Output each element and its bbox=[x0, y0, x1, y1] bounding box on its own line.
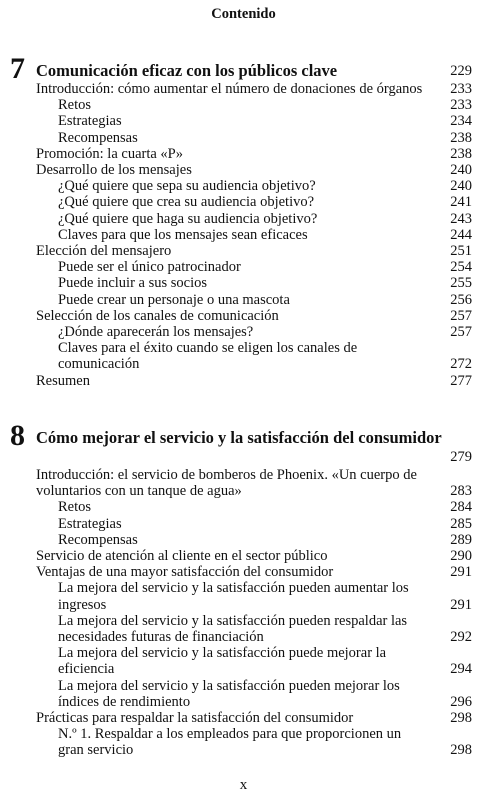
toc-entry bbox=[36, 194, 472, 210]
toc-entry-text: Claves para el éxito cuando se eligen los canales de comunicación bbox=[58, 340, 358, 373]
toc-entry bbox=[36, 710, 472, 726]
toc-entry-text: Introducción: cómo aumentar el número de donaciones de órganos bbox=[36, 81, 423, 97]
toc-entry-page: 254 bbox=[450, 259, 472, 276]
toc-entry bbox=[36, 113, 472, 129]
toc-entry bbox=[36, 308, 472, 324]
toc-entry bbox=[36, 645, 472, 677]
chapter-number: 8 bbox=[10, 419, 25, 452]
toc-entry-page: 291 bbox=[450, 564, 472, 581]
toc-entry-page: 244 bbox=[450, 226, 472, 243]
toc-entry-text: La mejora del servicio y la satisfacción puede mejorar la eficiencia bbox=[58, 645, 387, 678]
toc-entry-page: 238 bbox=[450, 129, 472, 146]
toc-entry-page: 283 bbox=[450, 483, 472, 500]
toc-entry bbox=[36, 613, 472, 645]
toc-entry bbox=[36, 340, 472, 372]
toc-entry-page: 292 bbox=[450, 629, 472, 646]
toc-entry bbox=[36, 146, 472, 162]
toc-entry-page: 233 bbox=[450, 97, 472, 114]
toc-entry-text: Claves para que los mensajes sean eficaces bbox=[58, 226, 308, 243]
toc-entry-text: Promoción: la cuarta «P» bbox=[36, 145, 183, 162]
toc-entry-page: 241 bbox=[450, 194, 472, 211]
toc-entry-text: Introducción: el servicio de bomberos de Phoenix. «Un cuerpo de voluntarios con un tanque de agua» bbox=[36, 467, 417, 500]
toc-entry bbox=[36, 516, 472, 532]
chapter-title: Comunicación eficaz con los públicos clave bbox=[36, 61, 338, 80]
toc-entry-text: Puede ser el único patrocinador bbox=[58, 259, 241, 276]
toc-entry-text: Recompensas bbox=[58, 129, 138, 146]
toc-entry bbox=[36, 292, 472, 308]
toc-entry-page: 243 bbox=[450, 210, 472, 227]
toc-entry bbox=[36, 162, 472, 178]
toc-entry-page: 257 bbox=[450, 307, 472, 324]
toc-entry-text: La mejora del servicio y la satisfacción pueden mejorar los índices de rendimiento bbox=[58, 677, 400, 710]
toc-entry-page: 240 bbox=[450, 178, 472, 195]
toc-entry-text: ¿Dónde aparecerán los mensajes? bbox=[58, 324, 254, 341]
toc-entry-text: Retos bbox=[58, 97, 92, 114]
toc-entry-text: Elección del mensajero bbox=[36, 243, 172, 260]
chapter-entries bbox=[36, 81, 472, 389]
toc-entry-page: 298 bbox=[450, 742, 472, 759]
toc-entry bbox=[36, 259, 472, 275]
chapter-page-number: 279 bbox=[450, 449, 472, 465]
toc-entry-text: ¿Qué quiere que sepa su audiencia objetivo? bbox=[58, 178, 316, 195]
toc-entry-text: Recompensas bbox=[58, 531, 138, 548]
toc-entry bbox=[36, 227, 472, 243]
toc-entry-text: La mejora del servicio y la satisfacción pueden aumentar los ingresos bbox=[58, 580, 409, 613]
toc-entry bbox=[36, 467, 472, 499]
toc-entry bbox=[36, 275, 472, 291]
toc-entry-text: Puede incluir a sus socios bbox=[58, 275, 208, 292]
toc-entry-page: 256 bbox=[450, 291, 472, 308]
toc-entry-page: 233 bbox=[450, 81, 472, 97]
toc-entry-page: 234 bbox=[450, 113, 472, 130]
toc-entry-text: Servicio de atención al cliente en el sector público bbox=[36, 548, 328, 565]
toc-entry-page: 284 bbox=[450, 499, 472, 516]
toc-entry bbox=[36, 726, 472, 758]
toc-entry bbox=[36, 211, 472, 227]
toc-entry bbox=[36, 499, 472, 515]
toc-entry bbox=[36, 564, 472, 580]
toc-entry-text: Puede crear un personaje o una mascota bbox=[58, 291, 290, 308]
toc-entry bbox=[36, 178, 472, 194]
toc-entry-text: Desarrollo de los mensajes bbox=[36, 162, 192, 179]
toc-entry bbox=[36, 678, 472, 710]
page-number: x bbox=[239, 777, 248, 793]
toc-entry-page: 251 bbox=[450, 243, 472, 260]
chapter-entries bbox=[36, 467, 472, 759]
toc-entry-text: ¿Qué quiere que crea su audiencia objetivo? bbox=[58, 194, 315, 211]
toc-entry-text: Ventajas de una mayor satisfacción del consumidor bbox=[36, 564, 334, 581]
toc-entry-page: 255 bbox=[450, 275, 472, 292]
toc-entry-text: ¿Qué quiere que haga su audiencia objetivo? bbox=[58, 210, 318, 227]
toc-entry-page: 298 bbox=[450, 710, 472, 727]
toc-entry bbox=[36, 97, 472, 113]
toc-entry-text: Retos bbox=[58, 499, 92, 516]
toc-entry bbox=[36, 81, 472, 97]
chapter-number: 7 bbox=[10, 52, 25, 85]
chapter-title: Cómo mejorar el servicio y la satisfacción del consumidor bbox=[36, 428, 442, 447]
toc-entry-page: 240 bbox=[450, 162, 472, 179]
toc-entry-text: Estrategias bbox=[58, 515, 122, 532]
toc-entry-text: La mejora del servicio y la satisfacción pueden respaldar las necesidades futuras de financiación bbox=[58, 612, 408, 646]
toc-entry-page: 277 bbox=[450, 372, 472, 389]
toc-entry bbox=[36, 373, 472, 389]
toc-entry-page: 257 bbox=[450, 324, 472, 341]
toc-entry-page: 285 bbox=[450, 515, 472, 532]
toc-entry-text: Estrategias bbox=[58, 113, 122, 130]
toc-entry-text: Selección de los canales de comunicación bbox=[36, 307, 279, 324]
toc-entry-page: 296 bbox=[450, 693, 472, 710]
toc-entry-page: 289 bbox=[450, 531, 472, 548]
toc-entry bbox=[36, 548, 472, 564]
toc-entry bbox=[36, 130, 472, 146]
toc-entry-page: 238 bbox=[450, 145, 472, 162]
toc-entry bbox=[36, 243, 472, 259]
toc-entry-text: Prácticas para respaldar la satisfacción del consumidor bbox=[36, 710, 354, 727]
toc-entry-text: N.º 1. Respaldar a los empleados para que proporcionen un gran servicio bbox=[58, 726, 402, 759]
toc-entry-page: 294 bbox=[450, 661, 472, 678]
toc-entry bbox=[36, 532, 472, 548]
toc-entry bbox=[36, 580, 472, 612]
toc-entry-page: 291 bbox=[450, 596, 472, 613]
toc-entry bbox=[36, 324, 472, 340]
toc-entry-page: 272 bbox=[450, 356, 472, 373]
chapter-page-number: 229 bbox=[450, 63, 472, 79]
toc-entry-text: Resumen bbox=[36, 372, 90, 389]
toc-entry-page: 290 bbox=[450, 548, 472, 565]
page-header: Contenido bbox=[211, 6, 276, 22]
